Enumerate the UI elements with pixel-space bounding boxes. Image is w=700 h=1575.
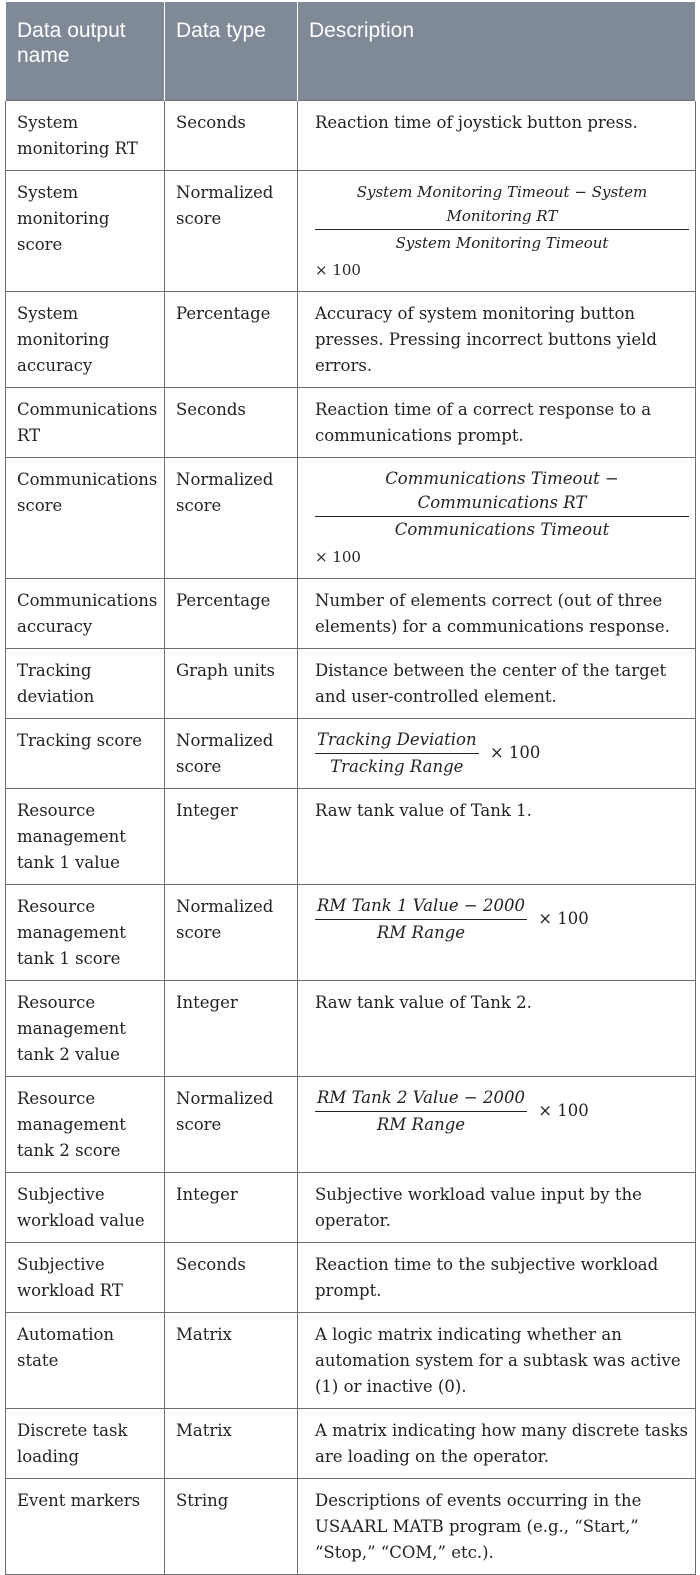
data-type-cell: Integer bbox=[165, 789, 298, 885]
data-type-cell: Integer bbox=[165, 1173, 298, 1243]
description-cell: Raw tank value of Tank 1. bbox=[298, 789, 696, 885]
output-name-cell: Event markers bbox=[6, 1479, 165, 1575]
output-name-cell: Communications score bbox=[6, 458, 165, 579]
formula-multiplier: × 100 bbox=[489, 743, 541, 762]
table-row bbox=[6, 649, 696, 719]
formula-numerator: RM Tank 2 Value − 2000 bbox=[315, 1086, 527, 1112]
formula-denominator: System Monitoring Timeout bbox=[395, 234, 609, 252]
header-data-type: Data type bbox=[165, 2, 298, 101]
data-type-cell: Matrix bbox=[165, 1313, 298, 1409]
data-type-cell: Percentage bbox=[165, 579, 298, 649]
formula-numerator: Tracking Deviation bbox=[315, 728, 479, 754]
formula-multiplier: × 100 bbox=[538, 1101, 589, 1120]
description-cell: Reaction time of a correct response to a communications prompt. bbox=[298, 388, 696, 458]
formula-numerator: System Monitoring Timeout − System Monitoring RT bbox=[315, 180, 689, 230]
formula-fraction bbox=[315, 467, 689, 542]
description-cell: Descriptions of events occurring in the USAARL MATB program (e.g., “Start,” “Stop,” “COM,” etc.). bbox=[298, 1479, 696, 1575]
data-type-cell: Normalized score bbox=[165, 885, 298, 981]
description-cell: A logic matrix indicating whether an automation system for a subtask was active (1) or inactive (0). bbox=[298, 1313, 696, 1409]
output-name-cell: Communications accuracy bbox=[6, 579, 165, 649]
output-name-cell: Communications RT bbox=[6, 388, 165, 458]
table-row bbox=[6, 1313, 696, 1409]
header-row bbox=[6, 2, 696, 101]
table-row bbox=[6, 1173, 696, 1243]
description-cell: Reaction time to the subjective workload prompt. bbox=[298, 1243, 696, 1313]
header-output-name: Data output name bbox=[6, 2, 165, 101]
output-name-cell: Resource management tank 1 score bbox=[6, 885, 165, 981]
formula-fraction bbox=[315, 180, 689, 255]
table-row bbox=[6, 292, 696, 388]
formula-denominator: RM Range bbox=[376, 1115, 466, 1134]
description-cell: Reaction time of joystick button press. bbox=[298, 101, 696, 171]
formula-cell bbox=[298, 719, 696, 789]
table-row bbox=[6, 789, 696, 885]
formula-numerator: RM Tank 1 Value − 2000 bbox=[315, 894, 527, 920]
table-row bbox=[6, 885, 696, 981]
formula-cell bbox=[298, 1077, 696, 1173]
data-type-cell: Normalized score bbox=[165, 171, 298, 292]
data-type-cell: String bbox=[165, 1479, 298, 1575]
formula-multiplier: × 100 bbox=[538, 909, 589, 928]
table-row bbox=[6, 101, 696, 171]
formula-multiplier: × 100 bbox=[315, 261, 361, 279]
data-type-cell: Seconds bbox=[165, 388, 298, 458]
formula-cell bbox=[298, 458, 696, 579]
table-row bbox=[6, 1243, 696, 1313]
data-output-table bbox=[5, 2, 696, 1575]
table-row bbox=[6, 171, 696, 292]
output-name-cell: Tracking score bbox=[6, 719, 165, 789]
table-row bbox=[6, 1409, 696, 1479]
table-row bbox=[6, 579, 696, 649]
formula-denominator: RM Range bbox=[376, 923, 466, 942]
header-description: Description bbox=[298, 2, 696, 101]
table-row bbox=[6, 458, 696, 579]
output-name-cell: Subjective workload RT bbox=[6, 1243, 165, 1313]
data-type-cell: Normalized score bbox=[165, 719, 298, 789]
data-type-cell: Seconds bbox=[165, 1243, 298, 1313]
output-name-cell: Discrete task loading bbox=[6, 1409, 165, 1479]
table-row bbox=[6, 1479, 696, 1575]
output-name-cell: Resource management tank 2 value bbox=[6, 981, 165, 1077]
data-type-cell: Graph units bbox=[165, 649, 298, 719]
output-name-cell: Tracking deviation bbox=[6, 649, 165, 719]
output-name-cell: System monitoring accuracy bbox=[6, 292, 165, 388]
formula-denominator: Communications Timeout bbox=[394, 520, 610, 539]
output-name-cell: Automation state bbox=[6, 1313, 165, 1409]
formula-cell bbox=[298, 171, 696, 292]
output-name-cell: Subjective workload value bbox=[6, 1173, 165, 1243]
description-cell: A matrix indicating how many discrete tasks are loading on the operator. bbox=[298, 1409, 696, 1479]
formula-fraction bbox=[315, 894, 527, 945]
data-type-cell: Matrix bbox=[165, 1409, 298, 1479]
formula-cell bbox=[298, 885, 696, 981]
description-cell: Distance between the center of the target and user-controlled element. bbox=[298, 649, 696, 719]
formula-fraction bbox=[315, 728, 479, 779]
output-name-cell: Resource management tank 2 score bbox=[6, 1077, 165, 1173]
formula-fraction bbox=[315, 1086, 527, 1137]
data-type-cell: Integer bbox=[165, 981, 298, 1077]
formula-denominator: Tracking Range bbox=[330, 757, 464, 776]
description-cell: Accuracy of system monitoring button presses. Pressing incorrect buttons yield errors. bbox=[298, 292, 696, 388]
data-type-cell: Seconds bbox=[165, 101, 298, 171]
table-row bbox=[6, 719, 696, 789]
output-name-cell: System monitoring RT bbox=[6, 101, 165, 171]
data-type-cell: Percentage bbox=[165, 292, 298, 388]
table-row bbox=[6, 981, 696, 1077]
table-row bbox=[6, 388, 696, 458]
description-cell: Subjective workload value input by the operator. bbox=[298, 1173, 696, 1243]
table-row bbox=[6, 1077, 696, 1173]
data-type-cell: Normalized score bbox=[165, 458, 298, 579]
output-name-cell: System monitoring score bbox=[6, 171, 165, 292]
output-name-cell: Resource management tank 1 value bbox=[6, 789, 165, 885]
formula-multiplier: × 100 bbox=[315, 548, 361, 566]
data-type-cell: Normalized score bbox=[165, 1077, 298, 1173]
formula-numerator: Communications Timeout − Communications RT bbox=[315, 467, 689, 517]
description-cell: Number of elements correct (out of three elements) for a communications response. bbox=[298, 579, 696, 649]
description-cell: Raw tank value of Tank 2. bbox=[298, 981, 696, 1077]
